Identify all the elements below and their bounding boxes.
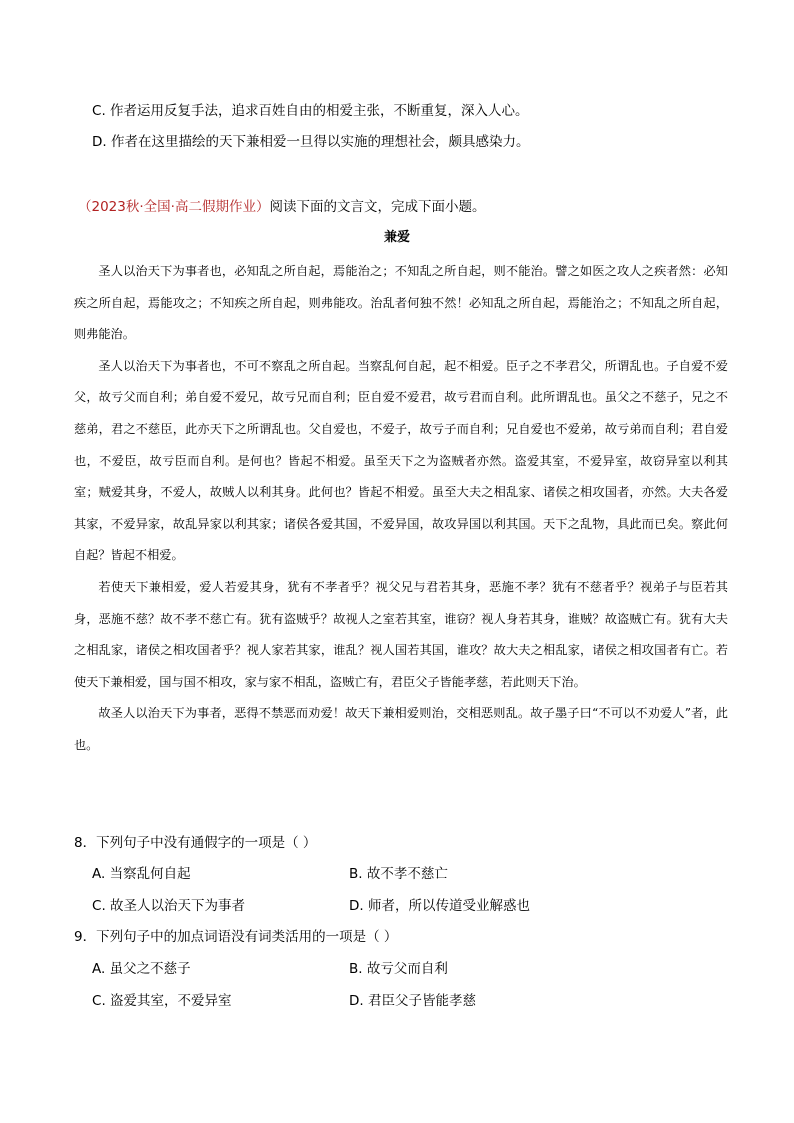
option-text: 盗爱其室，不爱异室 <box>110 993 232 1009</box>
question-8-option-b: B. 故不孝不慈亡 <box>349 866 448 882</box>
option-letter: C <box>92 993 102 1009</box>
passage-title: 兼爱 <box>383 230 410 245</box>
question-8-option-c: C. 故圣人以治天下为事者 <box>92 898 246 914</box>
question-text: 下列句子中没有通假字的一项是（ ） <box>96 835 317 851</box>
question-8-option-d: D. 师者，所以传道受业解惑也 <box>349 898 530 914</box>
option-text: 师者，所以传道受业解惑也 <box>368 898 530 914</box>
option-letter: C <box>92 898 102 914</box>
question-9-stem: 9．下列句子中的加点词语没有词类活用的一项是（ ） <box>74 929 398 945</box>
source-tag: （2023秋·全国·高二假期作业） <box>78 199 270 215</box>
passage-paragraph-1: 圣人以治天下为事者也，必知乱之所自起，焉能治之；不知乱之所自起，则不能治。譬之如医之攻人之疾者然：必知疾之所自起，焉能攻之；不知疾之所自起，则弗能攻。治乱者何独不然！必知乱之所自起，焉能治之；不知乱之所自起，则弗能治。 <box>74 264 728 342</box>
option-text: 作者在这里描绘的天下兼相爱一旦得以实施的理想社会，颇具感染力。 <box>111 134 530 150</box>
prev-option-c: C. 作者运用反复手法，追求百姓自由的相爱主张，不断重复，深入人心。 <box>92 103 529 119</box>
option-text: 当察乱何自起 <box>109 866 191 882</box>
source-line <box>78 197 485 217</box>
question-text: 下列句子中的加点词语没有词类活用的一项是（ ） <box>96 929 398 945</box>
option-text: 虽父之不慈子 <box>109 961 191 977</box>
question-number: 9 <box>74 929 83 945</box>
question-number: 8 <box>74 835 83 851</box>
prev-option-d: D. 作者在这里描绘的天下兼相爱一旦得以实施的理想社会，颇具感染力。 <box>92 134 530 150</box>
question-9-option-a: A. 虽父之不慈子 <box>92 961 191 977</box>
passage-paragraph-4: 故圣人以治天下为事者，恶得不禁恶而劝爱！故天下兼相爱则治，交相恶则乱。故子墨子曰“不可以不劝爱人”者，此也。 <box>74 706 728 752</box>
option-text: 故亏父而自利 <box>366 961 448 977</box>
option-letter: A <box>92 866 101 882</box>
question-8-stem: 8．下列句子中没有通假字的一项是（ ） <box>74 835 317 851</box>
question-9-option-b: B. 故亏父而自利 <box>349 961 448 977</box>
option-letter: D <box>92 134 103 150</box>
passage-paragraph-2: 圣人以治天下为事者也，不可不察乱之所自起。当察乱何自起，起不相爱。臣子之不孝君父，所谓乱也。子自爱不爱父，故亏父而自利；弟自爱不爱兄，故亏兄而自利；臣自爱不爱君，故亏君而自利。此所谓乱也。虽父之不慈子，兄之不慈弟，君之不慈臣，此亦天下之所谓乱也。父自爱也，不爱子，故亏子而自利；兄自爱也不爱弟，故亏弟而自利；君自爱也，不爱臣，故亏臣而自利。是何也？皆起不相爱。虽至天下之为盗贼者亦然。盗爱其室，不爱异室，故窃异室以利其室；贼爱其身，不爱人，故贼人以利其身。此何也？皆起不相爱。虽至大夫之相乱家、诸侯之相攻国者，亦然。大夫各爱其家，不爱异家，故乱异家以利其家；诸侯各爱其国，不爱异国，故攻异国以利其国。天下之乱物，具此而已矣。察此何自起？皆起不相爱。 <box>74 358 728 563</box>
option-text: 故不孝不慈亡 <box>366 866 448 882</box>
source-instruction: 阅读下面的文言文，完成下面小题。 <box>269 199 486 215</box>
option-text: 故圣人以治天下为事者 <box>110 898 246 914</box>
option-letter: D <box>349 898 360 914</box>
option-letter: A <box>92 961 101 977</box>
option-letter: C <box>92 103 102 119</box>
option-text: 作者运用反复手法，追求百姓自由的相爱主张，不断重复，深入人心。 <box>110 103 529 119</box>
option-letter: B <box>349 866 359 882</box>
passage-body <box>74 256 728 762</box>
question-9-option-c: C. 盗爱其室，不爱异室 <box>92 993 232 1009</box>
passage-paragraph-3: 若使天下兼相爱，爱人若爱其身，犹有不孝者乎？视父兄与君若其身，恶施不孝？犹有不慈者乎？视弟子与臣若其身，恶施不慈？故不孝不慈亡有。犹有盗贼乎？故视人之室若其室，谁窃？视人身若其身，谁贼？故盗贼亡有。犹有大夫之相乱家，诸侯之相攻国者乎？视人家若其家，谁乱？视人国若其国，谁攻？故大夫之相乱家，诸侯之相攻国者有亡。若使天下兼相爱，国与国不相攻，家与家不相乱，盗贼亡有，君臣父子皆能孝慈，若此则天下治。 <box>74 579 728 689</box>
question-8-option-a: A. 当察乱何自起 <box>92 866 191 882</box>
option-letter: D <box>349 993 360 1009</box>
question-9-option-d: D. 君臣父子皆能孝慈 <box>349 993 476 1009</box>
option-text: 君臣父子皆能孝慈 <box>368 993 476 1009</box>
option-letter: B <box>349 961 359 977</box>
